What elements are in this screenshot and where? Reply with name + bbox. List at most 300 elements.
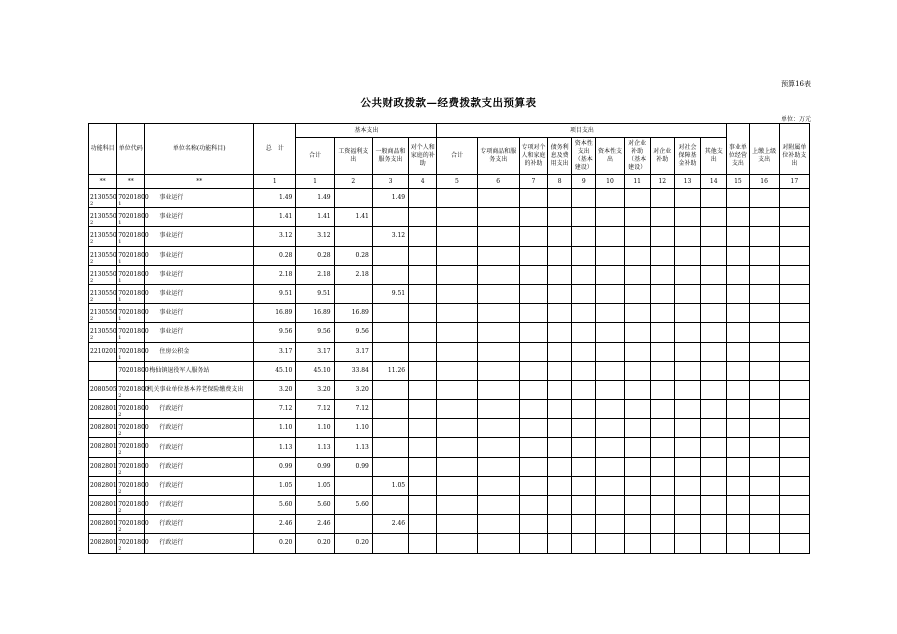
table-row xyxy=(89,438,810,457)
table-row xyxy=(89,304,810,323)
unit-code: 70201800 xyxy=(118,520,149,528)
amount-family xyxy=(409,438,437,457)
func-code-suffix: 2 xyxy=(90,201,94,207)
empty-cell xyxy=(650,246,674,265)
empty-cell xyxy=(749,419,779,438)
table-row xyxy=(89,496,810,515)
amount-wage xyxy=(334,284,372,303)
index-cell: ** xyxy=(89,175,117,189)
unit-code-suffix: 2 xyxy=(118,546,122,553)
amount-wage: 16.89 xyxy=(334,304,372,323)
empty-cell xyxy=(779,284,809,303)
empty-cell xyxy=(779,265,809,284)
amount-family xyxy=(409,304,437,323)
table-row xyxy=(89,265,810,284)
empty-cell xyxy=(674,476,700,495)
header-total: 总 计 xyxy=(254,124,296,175)
unit-code: 70201800 xyxy=(118,405,149,413)
empty-cell xyxy=(437,380,477,399)
empty-cell xyxy=(548,457,572,476)
empty-cell xyxy=(519,419,547,438)
empty-cell xyxy=(596,265,624,284)
index-cell: 7 xyxy=(519,175,547,189)
amount-goods xyxy=(372,438,408,457)
empty-cell xyxy=(749,342,779,361)
amount-total: 1.10 xyxy=(254,419,296,438)
empty-cell xyxy=(701,515,727,534)
empty-cell xyxy=(749,246,779,265)
empty-cell xyxy=(572,227,596,246)
unit-code-suffix: 2 xyxy=(118,508,122,514)
header-project-col: 对社会保障基金补助 xyxy=(674,138,700,175)
func-code: 2130550 xyxy=(90,213,117,221)
amount-sum: 0.99 xyxy=(296,457,334,476)
empty-cell xyxy=(701,419,727,438)
amount-sum: 0.20 xyxy=(296,534,334,553)
amount-sum: 1.13 xyxy=(296,438,334,457)
amount-family xyxy=(409,534,437,553)
empty-cell xyxy=(779,457,809,476)
empty-cell xyxy=(437,189,477,208)
amount-wage: 0.99 xyxy=(334,457,372,476)
empty-cell xyxy=(779,304,809,323)
table-row xyxy=(89,323,810,342)
empty-cell xyxy=(477,476,519,495)
header-project-col: 资本性支出（基本建设） xyxy=(572,138,596,175)
table-row xyxy=(89,246,810,265)
empty-cell xyxy=(596,284,624,303)
func-code: 2082801 xyxy=(90,443,117,451)
empty-cell xyxy=(519,400,547,419)
empty-cell xyxy=(572,419,596,438)
empty-cell xyxy=(749,457,779,476)
index-cell: 14 xyxy=(701,175,727,189)
amount-sum: 9.56 xyxy=(296,323,334,342)
empty-cell xyxy=(596,323,624,342)
header-tail-top xyxy=(779,124,809,138)
amount-family xyxy=(409,476,437,495)
unit-code: 70201800 xyxy=(118,251,149,259)
amount-total: 1.05 xyxy=(254,476,296,495)
func-code-suffix: 2 xyxy=(90,239,94,246)
unit-code-suffix: 1 xyxy=(118,239,122,246)
unit-name-cell: 行政运行 xyxy=(145,496,254,515)
func-code-cell xyxy=(89,227,117,246)
budget-table xyxy=(88,123,810,554)
empty-cell xyxy=(477,361,519,380)
unit-code: 70201800 xyxy=(118,443,149,451)
table-row xyxy=(89,476,810,495)
empty-cell xyxy=(779,419,809,438)
amount-total: 16.89 xyxy=(254,304,296,323)
form-tag: 预算16表 xyxy=(781,80,811,88)
empty-cell xyxy=(437,323,477,342)
empty-cell xyxy=(650,438,674,457)
empty-cell xyxy=(701,476,727,495)
empty-cell xyxy=(596,438,624,457)
amount-wage: 1.10 xyxy=(334,419,372,438)
unit-name-cell: 机关事业单位基本养老保险缴费支出 xyxy=(145,380,254,399)
amount-sum: 1.10 xyxy=(296,419,334,438)
empty-cell xyxy=(749,189,779,208)
empty-cell xyxy=(779,400,809,419)
empty-cell xyxy=(596,208,624,227)
empty-cell xyxy=(749,227,779,246)
amount-goods: 9.51 xyxy=(372,284,408,303)
header-basic-group: 基本支出 xyxy=(296,124,437,138)
index-cell: 6 xyxy=(477,175,519,189)
empty-cell xyxy=(519,227,547,246)
empty-cell xyxy=(624,323,650,342)
unit-code: 70201800 xyxy=(118,424,149,432)
empty-cell xyxy=(437,246,477,265)
empty-cell xyxy=(519,323,547,342)
empty-cell xyxy=(727,438,749,457)
empty-cell xyxy=(572,342,596,361)
empty-cell xyxy=(437,284,477,303)
func-code-suffix: 2 xyxy=(90,258,94,265)
func-code-cell xyxy=(89,246,117,265)
empty-cell xyxy=(477,284,519,303)
empty-cell xyxy=(477,380,519,399)
empty-cell xyxy=(779,227,809,246)
unit-code-suffix: 1 xyxy=(118,201,122,207)
empty-cell xyxy=(701,304,727,323)
amount-goods xyxy=(372,342,408,361)
unit-code-suffix: 2 xyxy=(118,431,122,438)
empty-cell xyxy=(548,438,572,457)
unit-name-cell: 住房公积金 xyxy=(145,342,254,361)
unit-code-suffix: 1 xyxy=(118,220,122,227)
unit-code-suffix: 2 xyxy=(118,527,122,534)
amount-wage xyxy=(334,227,372,246)
amount-wage xyxy=(334,189,372,208)
index-cell: ** xyxy=(145,175,254,189)
unit-code-cell xyxy=(117,246,149,265)
empty-cell xyxy=(572,457,596,476)
empty-cell xyxy=(779,515,809,534)
unit-code-suffix: 1 xyxy=(118,296,122,303)
empty-cell xyxy=(749,208,779,227)
empty-cell xyxy=(624,265,650,284)
empty-cell xyxy=(650,400,674,419)
func-code-suffix: 2 xyxy=(90,277,94,284)
empty-cell xyxy=(624,534,650,553)
empty-cell xyxy=(437,342,477,361)
header-project-col: 债务利息及费用支出 xyxy=(548,138,572,175)
empty-cell xyxy=(548,304,572,323)
empty-cell xyxy=(477,400,519,419)
amount-total: 9.56 xyxy=(254,323,296,342)
amount-total: 5.60 xyxy=(254,496,296,515)
empty-cell xyxy=(624,361,650,380)
empty-cell xyxy=(749,515,779,534)
unit-code-cell xyxy=(117,534,149,553)
unit-code-suffix: 2 xyxy=(118,412,122,419)
amount-sum: 5.60 xyxy=(296,496,334,515)
header-project-col: 专项商品和服务支出 xyxy=(477,138,519,175)
empty-cell xyxy=(674,246,700,265)
empty-cell xyxy=(650,189,674,208)
empty-cell xyxy=(674,208,700,227)
amount-total: 9.51 xyxy=(254,284,296,303)
empty-cell xyxy=(519,265,547,284)
empty-cell xyxy=(572,189,596,208)
empty-cell xyxy=(572,208,596,227)
empty-cell xyxy=(519,361,547,380)
empty-cell xyxy=(437,515,477,534)
amount-family xyxy=(409,342,437,361)
empty-cell xyxy=(437,534,477,553)
empty-cell xyxy=(674,265,700,284)
empty-cell xyxy=(519,304,547,323)
empty-cell xyxy=(596,227,624,246)
func-code: 2082801 xyxy=(90,424,117,432)
amount-wage: 1.41 xyxy=(334,208,372,227)
unit-name-cell: 行政运行 xyxy=(145,457,254,476)
empty-cell xyxy=(727,265,749,284)
empty-cell xyxy=(548,265,572,284)
table-row xyxy=(89,457,810,476)
header-project-col: 专项对个人和家庭的补助 xyxy=(519,138,547,175)
table-row xyxy=(89,534,810,553)
unit-code: 70201800 xyxy=(118,539,149,547)
func-code: 2082801 xyxy=(90,539,117,547)
empty-cell xyxy=(727,457,749,476)
empty-cell xyxy=(437,476,477,495)
empty-cell xyxy=(596,515,624,534)
empty-cell xyxy=(477,534,519,553)
amount-family xyxy=(409,323,437,342)
unit-code-cell xyxy=(117,189,149,208)
amount-family xyxy=(409,419,437,438)
empty-cell xyxy=(624,246,650,265)
func-code-suffix: 2 xyxy=(90,296,94,303)
table-row xyxy=(89,380,810,399)
empty-cell xyxy=(701,438,727,457)
empty-cell xyxy=(727,515,749,534)
empty-cell xyxy=(548,380,572,399)
amount-goods xyxy=(372,304,408,323)
index-cell: 17 xyxy=(779,175,809,189)
empty-cell xyxy=(519,438,547,457)
empty-cell xyxy=(727,246,749,265)
func-code: 2130550 xyxy=(90,232,117,240)
amount-goods xyxy=(372,534,408,553)
amount-goods: 2.46 xyxy=(372,515,408,534)
unit-name-cell: 事业运行 xyxy=(145,323,254,342)
empty-cell xyxy=(572,515,596,534)
empty-cell xyxy=(548,400,572,419)
empty-cell xyxy=(749,476,779,495)
header-project-col: 对企业补助 xyxy=(650,138,674,175)
empty-cell xyxy=(596,189,624,208)
empty-cell xyxy=(701,284,727,303)
header-unit-name: 单位名称(功能科目) xyxy=(145,124,254,175)
amount-goods: 11.26 xyxy=(372,361,408,380)
empty-cell xyxy=(727,496,749,515)
empty-cell xyxy=(727,284,749,303)
unit-code-suffix: 1 xyxy=(118,258,122,265)
amount-sum: 45.10 xyxy=(296,361,334,380)
unit-code-cell xyxy=(117,380,149,399)
func-code-cell xyxy=(89,534,117,553)
empty-cell xyxy=(548,227,572,246)
empty-cell xyxy=(650,342,674,361)
unit-code: 70201800 xyxy=(118,366,149,374)
empty-cell xyxy=(650,515,674,534)
func-code-cell xyxy=(89,323,117,342)
amount-family xyxy=(409,380,437,399)
empty-cell xyxy=(548,476,572,495)
table-row xyxy=(89,361,810,380)
empty-cell xyxy=(572,361,596,380)
amount-wage: 9.56 xyxy=(334,323,372,342)
unit-name-cell: 事业运行 xyxy=(145,284,254,303)
func-code-cell xyxy=(89,189,117,208)
empty-cell xyxy=(701,265,727,284)
unit-code-cell xyxy=(117,457,149,476)
empty-cell xyxy=(572,438,596,457)
empty-cell xyxy=(437,419,477,438)
unit-code: 70201800 xyxy=(118,232,149,240)
empty-cell xyxy=(674,496,700,515)
empty-cell xyxy=(624,515,650,534)
empty-cell xyxy=(727,189,749,208)
empty-cell xyxy=(674,438,700,457)
header-tail-col: 上缴上级支出 xyxy=(749,138,779,175)
func-code: 2130550 xyxy=(90,309,117,317)
unit-code-suffix: 2 xyxy=(118,392,122,399)
func-code: 2082801 xyxy=(90,405,117,413)
empty-cell xyxy=(727,361,749,380)
amount-sum: 3.17 xyxy=(296,342,334,361)
empty-cell xyxy=(650,476,674,495)
index-cell: 16 xyxy=(749,175,779,189)
unit-code: 70201800 xyxy=(118,270,149,278)
amount-sum: 0.28 xyxy=(296,246,334,265)
empty-cell xyxy=(548,246,572,265)
header-project-group: 项目支出 xyxy=(437,124,727,138)
empty-cell xyxy=(674,400,700,419)
header-tail-col: 事业单位经营支出 xyxy=(727,138,749,175)
amount-family xyxy=(409,246,437,265)
amount-wage xyxy=(334,476,372,495)
empty-cell xyxy=(477,342,519,361)
unit-code: 70201800 xyxy=(118,289,149,297)
empty-cell xyxy=(437,304,477,323)
amount-family xyxy=(409,496,437,515)
amount-goods xyxy=(372,265,408,284)
empty-cell xyxy=(779,208,809,227)
empty-cell xyxy=(477,246,519,265)
index-cell: 3 xyxy=(372,175,408,189)
func-code-cell xyxy=(89,515,117,534)
empty-cell xyxy=(650,496,674,515)
amount-total: 45.10 xyxy=(254,361,296,380)
empty-cell xyxy=(779,380,809,399)
empty-cell xyxy=(674,342,700,361)
empty-cell xyxy=(674,361,700,380)
empty-cell xyxy=(477,189,519,208)
empty-cell xyxy=(701,534,727,553)
empty-cell xyxy=(624,496,650,515)
empty-cell xyxy=(650,227,674,246)
empty-cell xyxy=(779,323,809,342)
empty-cell xyxy=(674,284,700,303)
unit-name-cell: 行政运行 xyxy=(145,534,254,553)
amount-sum: 3.20 xyxy=(296,380,334,399)
empty-cell xyxy=(701,361,727,380)
amount-family xyxy=(409,400,437,419)
amount-goods xyxy=(372,323,408,342)
empty-cell xyxy=(650,457,674,476)
func-code-cell xyxy=(89,265,117,284)
amount-goods: 1.49 xyxy=(372,189,408,208)
table-row xyxy=(89,227,810,246)
empty-cell xyxy=(624,476,650,495)
empty-cell xyxy=(624,304,650,323)
empty-cell xyxy=(572,284,596,303)
empty-cell xyxy=(596,380,624,399)
amount-total: 3.12 xyxy=(254,227,296,246)
amount-family xyxy=(409,265,437,284)
empty-cell xyxy=(548,342,572,361)
unit-name-cell: 行政运行 xyxy=(145,476,254,495)
empty-cell xyxy=(624,342,650,361)
func-code: 2130550 xyxy=(90,289,117,297)
func-code-cell xyxy=(89,304,117,323)
empty-cell xyxy=(437,400,477,419)
unit-code-suffix: 1 xyxy=(118,277,122,284)
empty-cell xyxy=(519,457,547,476)
amount-goods xyxy=(372,208,408,227)
empty-cell xyxy=(437,265,477,284)
table-row xyxy=(89,400,810,419)
func-code: 2082801 xyxy=(90,520,117,528)
page-title: 公共财政拨款—经费拨款支出预算表 xyxy=(360,97,537,109)
empty-cell xyxy=(519,476,547,495)
empty-cell xyxy=(701,496,727,515)
func-code-cell xyxy=(89,400,117,419)
unit-code-cell xyxy=(117,208,149,227)
table-row xyxy=(89,419,810,438)
unit-code: 70201800 xyxy=(118,309,149,317)
unit-name-cell: 事业运行 xyxy=(145,227,254,246)
empty-cell xyxy=(519,342,547,361)
header-project-col: 对企业补助（基本建设） xyxy=(624,138,650,175)
empty-cell xyxy=(701,400,727,419)
index-cell: 1 xyxy=(254,175,296,189)
empty-cell xyxy=(548,496,572,515)
empty-cell xyxy=(779,438,809,457)
unit-code-cell xyxy=(117,419,149,438)
header-func-code: 功能科目 xyxy=(89,124,117,175)
empty-cell xyxy=(779,476,809,495)
amount-total: 2.46 xyxy=(254,515,296,534)
empty-cell xyxy=(749,284,779,303)
amount-goods xyxy=(372,246,408,265)
unit-code: 70201800 xyxy=(118,385,149,393)
empty-cell xyxy=(749,380,779,399)
empty-cell xyxy=(749,361,779,380)
unit-code-suffix: 1 xyxy=(118,335,122,342)
unit-code-suffix: 2 xyxy=(118,450,122,457)
func-code-cell xyxy=(89,208,117,227)
unit-code-suffix: 2 xyxy=(118,469,122,476)
empty-cell xyxy=(749,438,779,457)
table-row xyxy=(89,515,810,534)
